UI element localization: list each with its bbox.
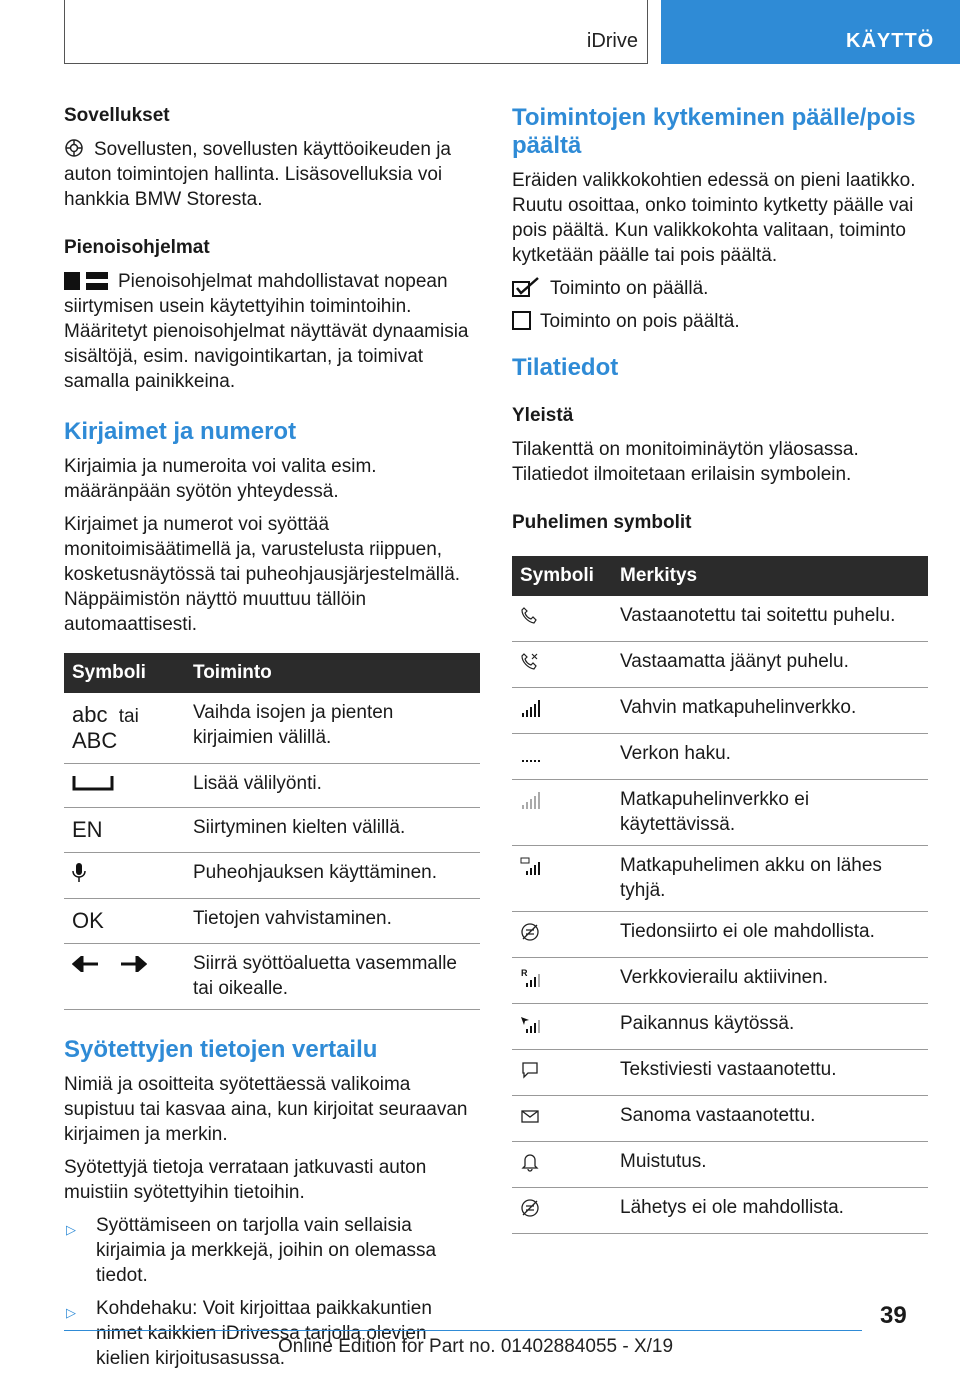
or-text: tai [118, 706, 139, 727]
footer-line [64, 1330, 862, 1331]
table-row [64, 764, 480, 808]
row-text: Paikannus käytössä. [612, 1004, 928, 1050]
bullet-triangle-icon: ▷ [66, 1222, 76, 1237]
table-row [64, 944, 480, 1010]
table-row [512, 1142, 928, 1188]
table-row [64, 693, 480, 764]
missed-call-icon [520, 652, 542, 672]
checkbox-empty-icon [512, 310, 532, 330]
status-subheading: Yleistä [512, 405, 574, 426]
uppercase-symbol: ABC [72, 728, 118, 753]
row-text: Tiedonsiirto ei ole mahdollista. [612, 912, 928, 958]
widgets-text: Pienoisohjelmat mahdollistavat nopean siirtymisen usein käytettyihin toimintoihin. Määritetyt pienoisohjelmat näyttävät dynaamisia sisältöjä, esim. navigointikartan, ja toimivat samalla painikkeina. [64, 271, 469, 392]
svg-text:R: R [521, 968, 528, 978]
phone-symbols-heading: Puhelimen symbolit [512, 512, 692, 533]
roaming-icon [520, 968, 542, 988]
battery-low-icon [520, 856, 542, 876]
arrow-right-icon [119, 956, 147, 972]
row-text: Vahvin matkapuhelinverkko. [612, 688, 928, 734]
row-text: Verkkovierailu aktiivinen. [612, 958, 928, 1004]
table-row [512, 912, 928, 958]
letters-p1: Kirjaimia ja numeroita voi valita esim. määränpään syötön yhteydessä. [64, 456, 377, 502]
toggle-off: Toiminto on pois päältä. [512, 309, 928, 334]
row-text: Siirtyminen kielten välillä. [185, 808, 480, 853]
header-section: iDrive [586, 30, 638, 52]
compare-p1: Nimiä ja osoitteita syötettäessä valikoima supistuu tai kasvaa aina, kun kirjoitat seuraavan kirjaimen ja merkin. [64, 1074, 468, 1145]
row-text: Puheohjauksen käyttäminen. [185, 853, 480, 899]
letters-heading: Kirjaimet ja numerot [64, 418, 297, 445]
apps-icon [64, 138, 84, 158]
page-number: 39 [880, 1302, 907, 1329]
table-row [64, 808, 480, 853]
list-item: ▷ Kohdehaku: Voit kirjoittaa paikkakuntien nimet kaikkien iDrivessa tarjolla olevien kielien kirjoitusasussa. [66, 1298, 432, 1369]
location-icon [520, 1014, 542, 1034]
confirm-symbol: OK [72, 908, 104, 933]
table-row [512, 1004, 928, 1050]
row-text: Lähetys ei ole mahdollista. [612, 1188, 928, 1234]
row-text: Vaihda isojen ja pienten kirjaimien välillä. [185, 693, 480, 764]
language-symbol: EN [72, 817, 103, 842]
col-header-function: Toiminto [185, 653, 480, 693]
row-text: Siirrä syöttöaluetta vasemmalle tai oikealle. [185, 944, 480, 1010]
col-header-symbol: Symboli [64, 653, 185, 693]
letters-p2: Kirjaimet ja numerot voi syöttää monitoimisäätimellä ja, varustelusta riippuen, kosketusnäytössä tai puheohjausjärjestelmällä. Näppäimistön näyttö muuttuu tällöin automaattisesti. [64, 514, 461, 635]
compare-p2: Syötettyjä tietoja verrataan jatkuvasti auton muistiin syötettyihin tietoihin. [64, 1157, 427, 1203]
table-row [512, 958, 928, 1004]
signal-strong-icon [520, 698, 542, 718]
left-column [64, 104, 480, 1379]
sms-icon [520, 1060, 542, 1080]
apps-text: Sovellusten, sovellusten käyttöoikeuden ja auton toimintojen hallinta. Lisäsovelluksia voi hankkia BMW Storesta. [64, 139, 452, 210]
arrow-left-icon [72, 956, 100, 972]
table-row [512, 734, 928, 780]
table-header-row [64, 653, 480, 693]
table-row [512, 688, 928, 734]
toggle-text: Eräiden valikkokohtien edessä on pieni laatikko. Ruutu osoittaa, onko toiminto kytketty päälle vai pois päältä. Kun valikkokohta valitaan, toiminto kytketään päälle tai pois päältä. [512, 170, 916, 266]
row-text: Vastaanotettu tai soitettu puhelu. [612, 596, 928, 642]
case-symbol [64, 693, 185, 764]
table-row [512, 846, 928, 912]
row-text: Tietojen vahvistaminen. [185, 899, 480, 944]
col-header-meaning: Merkitys [612, 556, 928, 596]
apps-heading: Sovellukset [64, 105, 170, 126]
table-header-row [512, 556, 928, 596]
widgets-heading: Pienoisohjelmat [64, 237, 210, 258]
microphone-icon [72, 863, 86, 883]
row-text: Matkapuhelinverkko ei käytettävissä. [612, 780, 928, 846]
table-row [512, 1050, 928, 1096]
status-text: Tilakenttä on monitoiminäytön yläosassa. Tilatiedot ilmoitetaan erilaisin symbolein. [512, 439, 859, 485]
table-row [64, 853, 480, 899]
row-text: Sanoma vastaanotettu. [612, 1096, 928, 1142]
toggle-heading: Toimintojen kytkeminen päälle/pois päältä [512, 104, 916, 159]
space-icon [72, 774, 114, 792]
row-text: Lisää välilyönti. [185, 764, 480, 808]
header-chapter: KÄYTTÖ [661, 0, 960, 64]
bullet-triangle-icon: ▷ [66, 1305, 76, 1320]
phone-call-icon [520, 606, 542, 626]
footer-edition: Online Edition for Part no. 01402884055 - X/19 [278, 1336, 674, 1357]
checkbox-checked-icon [512, 277, 540, 297]
header-box [64, 0, 648, 64]
row-text: Matkapuhelimen akku on lähes tyhjä. [612, 846, 928, 912]
row-text: Muistutus. [612, 1142, 928, 1188]
table-row [512, 780, 928, 846]
right-column [512, 104, 928, 1234]
message-icon [520, 1106, 542, 1126]
network-search-icon [520, 744, 542, 764]
reminder-icon [520, 1152, 542, 1172]
input-symbols-table [64, 653, 480, 1010]
row-text: Vastaamatta jäänyt puhelu. [612, 642, 928, 688]
no-send-icon [520, 1198, 542, 1218]
table-row [64, 899, 480, 944]
widgets-icon [64, 272, 108, 290]
no-data-icon [520, 922, 542, 942]
list-item: ▷ Syöttämiseen on tarjolla vain sellaisia kirjaimia ja merkkejä, joihin on olemassa tiedot. [66, 1215, 437, 1286]
table-row [512, 1096, 928, 1142]
status-heading: Tilatiedot [512, 354, 619, 381]
phone-symbols-table [512, 556, 928, 1234]
signal-unavailable-icon [520, 790, 542, 810]
lowercase-symbol: abc [72, 702, 108, 727]
table-row [512, 1188, 928, 1234]
table-row [512, 642, 928, 688]
table-row [512, 596, 928, 642]
row-text: Tekstiviesti vastaanotettu. [612, 1050, 928, 1096]
row-text: Verkon haku. [612, 734, 928, 780]
compare-heading: Syötettyjen tietojen vertailu [64, 1036, 378, 1063]
toggle-on: Toiminto on päällä. [512, 276, 928, 301]
col-header-symbol: Symboli [512, 556, 612, 596]
